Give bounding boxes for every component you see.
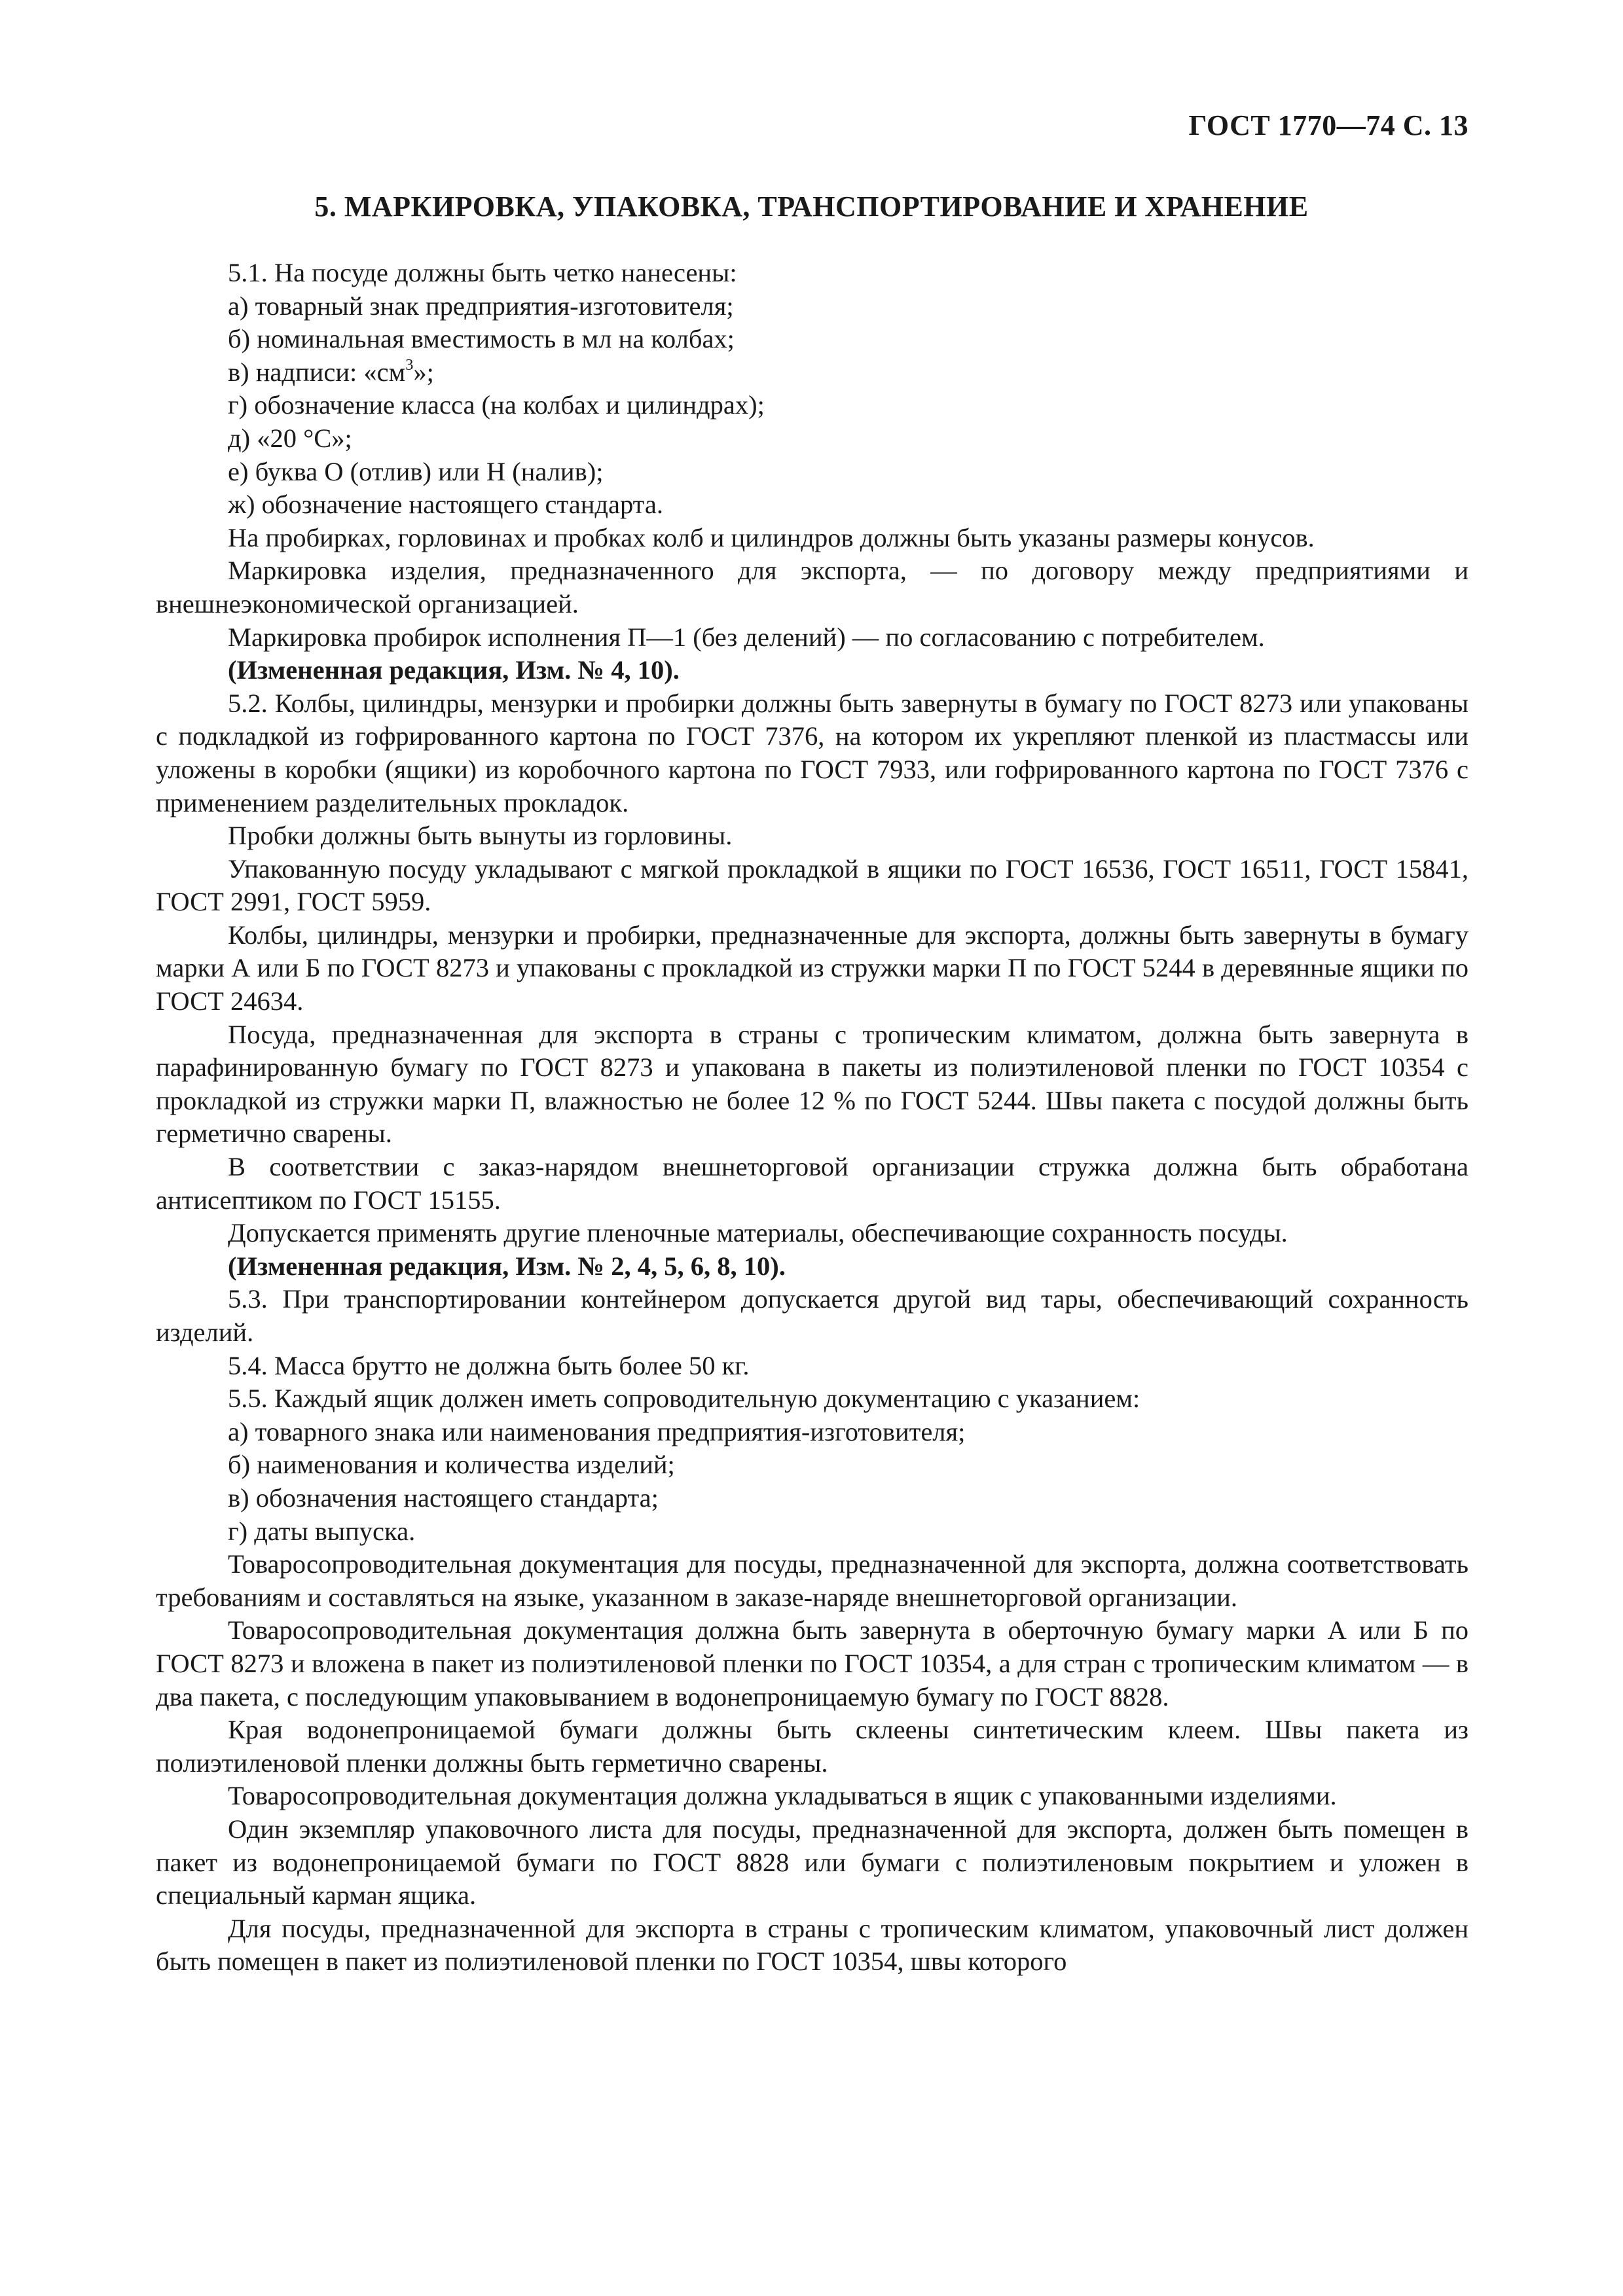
list-item: б) наименования и количества изделий; [228, 1450, 675, 1480]
paragraph: Колбы, цилиндры, мензурки и пробирки, предназначенные для экспорта, должны быть завернуты в бумагу марки А или Б по ГОСТ 8273 и упакованы с прокладкой из стружки марки П по ГОСТ 5244 в деревянные ящики по ГОСТ 24634. [156, 920, 1468, 1016]
paragraph: Товаросопроводительная документация должна укладываться в ящик с упакованными изделиями. [228, 1781, 1337, 1811]
list-item: в) обозначения настоящего стандарта; [228, 1482, 659, 1513]
paragraph-5-4: 5.4. Масса брутто не должна быть более 50 кг. [228, 1350, 750, 1380]
paragraph: Пробки должны быть вынуты из горловины. [228, 821, 733, 851]
section-title: 5. МАРКИРОВКА, УПАКОВКА, ТРАНСПОРТИРОВАНИЕ И ХРАНЕНИЕ [314, 190, 1309, 223]
list-item: а) товарный знак предприятия-изготовителя; [228, 291, 734, 321]
list-item: д) «20 °С»; [228, 423, 352, 453]
list-item-text: в) надписи: «см [228, 357, 406, 387]
list-item: а) товарного знака или наименования предприятия-изготовителя; [228, 1416, 966, 1446]
list-item-text: »; [413, 357, 434, 387]
paragraph: Маркировка изделия, предназначенного для экспорта, — по договору между предприятиями и внешнеэкономической организацией. [156, 556, 1468, 619]
edit-note: (Измененная редакция, Изм. № 2, 4, 5, 6, 8, 10). [228, 1251, 786, 1281]
paragraph: Товаросопроводительная документация для посуды, предназначенной для экспорта, должна соответствовать требованиям и составляться на языке, указанном в заказе-наряде внешнеторговой организации. [156, 1549, 1468, 1612]
document-body [156, 257, 1468, 1979]
list-item: г) даты выпуска. [228, 1516, 416, 1546]
list-item: г) обозначение класса (на колбах и цилиндрах); [228, 390, 765, 420]
list-item: ж) обозначение настоящего стандарта. [228, 490, 663, 520]
paragraph-5-2: 5.2. Колбы, цилиндры, мензурки и пробирки должны быть завернуты в бумагу по ГОСТ 8273 или упакованы с подкладкой из гофрированного картона по ГОСТ 7376, на котором их укрепляют пленкой из пластмассы или уложены в коробки (ящики) из коробочного картона по ГОСТ 7933, или гофрированного картона по ГОСТ 7376 с применением разделительных прокладок. [156, 688, 1468, 817]
paragraph-5-1: 5.1. На посуде должны быть четко нанесены: [228, 258, 737, 287]
paragraph-5-3: 5.3. При транспортировании контейнером допускается другой вид тары, обеспечивающий сохранность изделий. [156, 1284, 1468, 1347]
paragraph: Один экземпляр упаковочного листа для посуды, предназначенной для экспорта, должен быть помещен в пакет из водонепроницаемой бумаги по ГОСТ 8828 или бумаги с полиэтиленовым покрытием и уложен в специальный карман ящика. [156, 1814, 1468, 1910]
paragraph: Товаросопроводительная документация должна быть завернута в оберточную бумагу марки А или Б по ГОСТ 8273 и вложена в пакет из полиэтиленовой пленки по ГОСТ 10354, а для стран с тропическим климатом — в два пакета, с последующим упаковыванием в водонепроницаемую бумагу по ГОСТ 8828. [156, 1615, 1468, 1712]
paragraph: Маркировка пробирок исполнения П—1 (без делений) — по согласованию с потребителем. [228, 622, 1265, 652]
paragraph: На пробирках, горловинах и пробках колб и цилиндров должны быть указаны размеры конусов. [228, 522, 1315, 552]
list-item [156, 356, 1468, 389]
paragraph: В соответствии с заказ-нарядом внешнеторговой организации стружка должна быть обработана антисептиком по ГОСТ 15155. [156, 1152, 1468, 1215]
paragraph: Для посуды, предназначенной для экспорта в страны с тропическим климатом, упаковочный лист должен быть помещен в пакет из полиэтиленовой пленки по ГОСТ 10354, швы которого [156, 1913, 1468, 1977]
paragraph: Упакованную посуду укладывают с мягкой прокладкой в ящики по ГОСТ 16536, ГОСТ 16511, ГОСТ 15841, ГОСТ 2991, ГОСТ 5959. [156, 853, 1468, 917]
superscript: 3 [405, 355, 414, 374]
paragraph-5-5: 5.5. Каждый ящик должен иметь сопроводительную документацию с указанием: [228, 1384, 1140, 1414]
list-item: б) номинальная вместимость в мл на колбах; [228, 324, 735, 354]
paragraph: Посуда, предназначенная для экспорта в страны с тропическим климатом, должна быть завернута в парафинированную бумагу по ГОСТ 8273 и упакована в пакеты из полиэтиленовой пленки по ГОСТ 10354 с прокладкой из стружки марки П, влажностью не более 12 % по ГОСТ 5244. Швы пакета с посудой должны быть герметично сварены. [156, 1019, 1468, 1149]
page-header: ГОСТ 1770—74 С. 13 [1188, 109, 1468, 141]
edit-note: (Измененная редакция, Изм. № 4, 10). [228, 655, 680, 685]
paragraph: Допускается применять другие пленочные материалы, обеспечивающие сохранность посуды. [228, 1218, 1288, 1248]
paragraph: Края водонепроницаемой бумаги должны быть склеены синтетическим клеем. Швы пакета из полиэтиленовой пленки должны быть герметично сварены. [156, 1715, 1468, 1778]
list-item: е) буква О (отлив) или Н (налив); [228, 456, 604, 486]
